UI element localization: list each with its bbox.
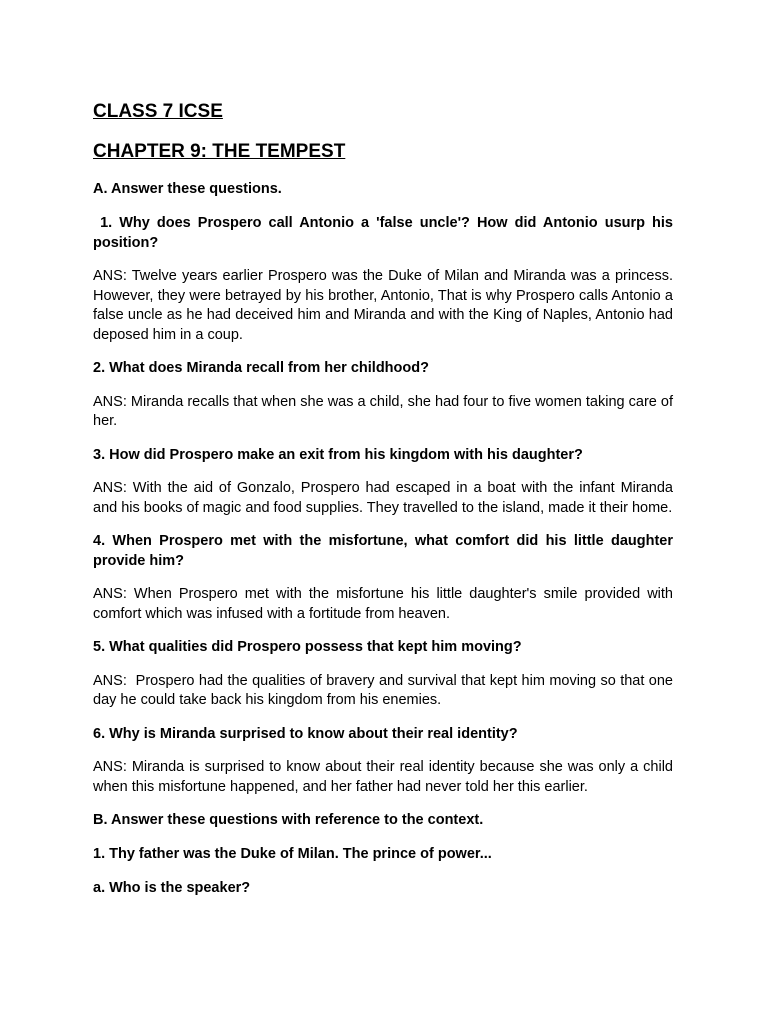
document-page <box>93 100 678 912</box>
class-title: CLASS 7 ICSE <box>93 101 223 122</box>
sub-question-a: a. Who is the speaker? <box>93 879 251 896</box>
question-3: 3. How did Prospero make an exit from his kingdom with his daughter? <box>93 446 583 463</box>
chapter-title: CHAPTER 9: THE TEMPEST <box>93 141 346 162</box>
answer-4: ANS: When Prospero met with the misfortune his little daughter's smile provided with comfort which was infused with a fortitude from heaven. <box>93 586 673 622</box>
extract-1: 1. Thy father was the Duke of Milan. The prince of power... <box>93 846 492 862</box>
answer-3: ANS: With the aid of Gonzalo, Prospero had escaped in a boat with the infant Miranda and his books of magic and food supplies. They travelled to the island, made it their home. <box>93 480 673 516</box>
section-b-title: B. Answer these questions with reference to the context. <box>93 812 484 828</box>
question-2: 2. What does Miranda recall from her childhood? <box>93 360 429 376</box>
section-a-title: A. Answer these questions. <box>93 181 282 197</box>
answer-2: ANS: Miranda recalls that when she was a child, she had four to five women taking care of her. <box>93 393 673 429</box>
question-4: 4. When Prospero met with the misfortune, what comfort did his little daughter provide him? <box>93 533 673 569</box>
question-1: 1. Why does Prospero call Antonio a 'false uncle'? How did Antonio usurp his position? <box>93 215 678 251</box>
answer-1: ANS: Twelve years earlier Prospero was the Duke of Milan and Miranda was a princess. However, they were betrayed by his brother, Antonio, That is why Prospero calls Antonio a false uncle as he had deceived him and Miranda and with the King of Naples, Antonio had deposed him in a coup. <box>93 268 673 343</box>
answer-6: ANS: Miranda is surprised to know about their real identity because she was only a child when this misfortune happened, and her father had never told her this earlier. <box>93 759 673 795</box>
question-5: 5. What qualities did Prospero possess that kept him moving? <box>93 639 522 655</box>
answer-5: ANS: Prospero had the qualities of bravery and survival that kept him moving so that one day he could take back his kingdom from his enemies. <box>93 672 678 708</box>
question-6: 6. Why is Miranda surprised to know about their real identity? <box>93 725 518 742</box>
